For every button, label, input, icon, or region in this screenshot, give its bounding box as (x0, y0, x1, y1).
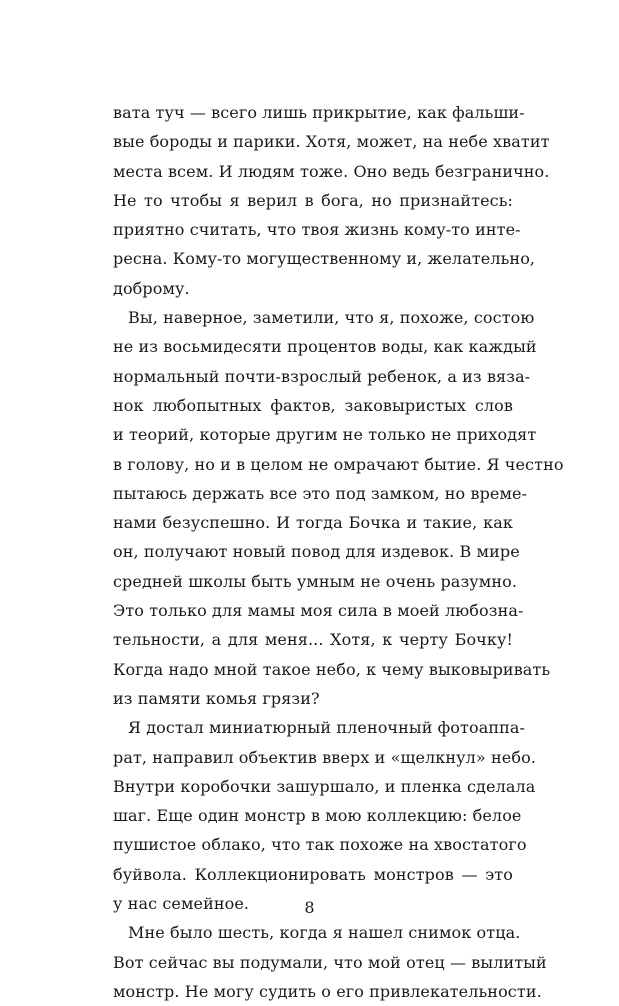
text-line: Это только для мамы моя сила в моей любозна- (113, 601, 524, 621)
text-line: вата туч — всего лишь прикрытие, как фальши- (113, 103, 525, 122)
text-line: шаг. Еще один монстр в мою коллекцию: белое (113, 806, 522, 826)
text-line: не из восьмидесяти процентов воды, как каждый (113, 337, 537, 357)
text-line: он, получают новый повод для издевок. В мире (113, 542, 520, 562)
paragraph (113, 98, 550, 303)
text-line: пушистое облако, что так похоже на хвостатого (113, 835, 527, 855)
text-line: буйвола. Коллекционировать монстров — это (113, 864, 513, 884)
text-line: средней школы быть умным не очень разумно. (113, 571, 518, 591)
text-line: нок любопытных фактов, заковыристых слов (113, 395, 513, 415)
text-line: нами безуспешно. И тогда Бочка и такие, как (113, 513, 513, 533)
text-line: места всем. И людям тоже. Оно ведь безгранично. (113, 161, 550, 181)
text-line: и теорий, которые другим не только не приходят (113, 425, 537, 445)
page-number: 8 (304, 898, 315, 917)
text-line: из памяти комья грязи? (113, 688, 320, 708)
text-line: Вы, наверное, заметили, что я, похоже, состою (128, 308, 535, 328)
text-line: Вот сейчас вы подумали, что мой отец — вылитый (113, 952, 547, 972)
text-line: нормальный почти-взрослый ребенок, а из вяза- (113, 366, 531, 386)
text-line: Не то чтобы я верил в бога, но признайтесь: (113, 190, 513, 210)
text-line: Мне было шесть, когда я нашел снимок отца. (128, 923, 521, 943)
text-line: тельности, а для меня... Хотя, к черту Бочку! (113, 630, 513, 650)
text-line: ресна. Кому-то могущественному и, желательно, (113, 249, 536, 269)
text-line: Внутри коробочки зашуршало, и пленка сделала (113, 776, 536, 796)
text-line: монстр. Не могу судить о его привлекательности. (113, 981, 542, 1001)
paragraph (113, 713, 536, 918)
text-line: рат, направил объектив вверх и «щелкнул» небо. (113, 747, 536, 767)
text-line: в голову, но и в целом не омрачают бытие. Я честно (113, 454, 564, 474)
text-line: у нас семейное. (113, 894, 250, 914)
text-line: доброму. (113, 278, 190, 298)
paragraph (113, 918, 547, 1006)
text-line: пытаюсь держать все это под замком, но време- (113, 483, 528, 503)
paragraph (113, 303, 564, 713)
body-text (113, 98, 564, 1006)
text-line: приятно считать, что твоя жизнь кому-то инте- (113, 220, 521, 240)
text-line: Я достал миниатюрный пленочный фотоаппа- (128, 718, 526, 738)
text-line: вые бороды и парики. Хотя, может, на небе хватит (113, 132, 550, 152)
text-line: Когда надо мной такое небо, к чему выковыривать (113, 659, 551, 679)
